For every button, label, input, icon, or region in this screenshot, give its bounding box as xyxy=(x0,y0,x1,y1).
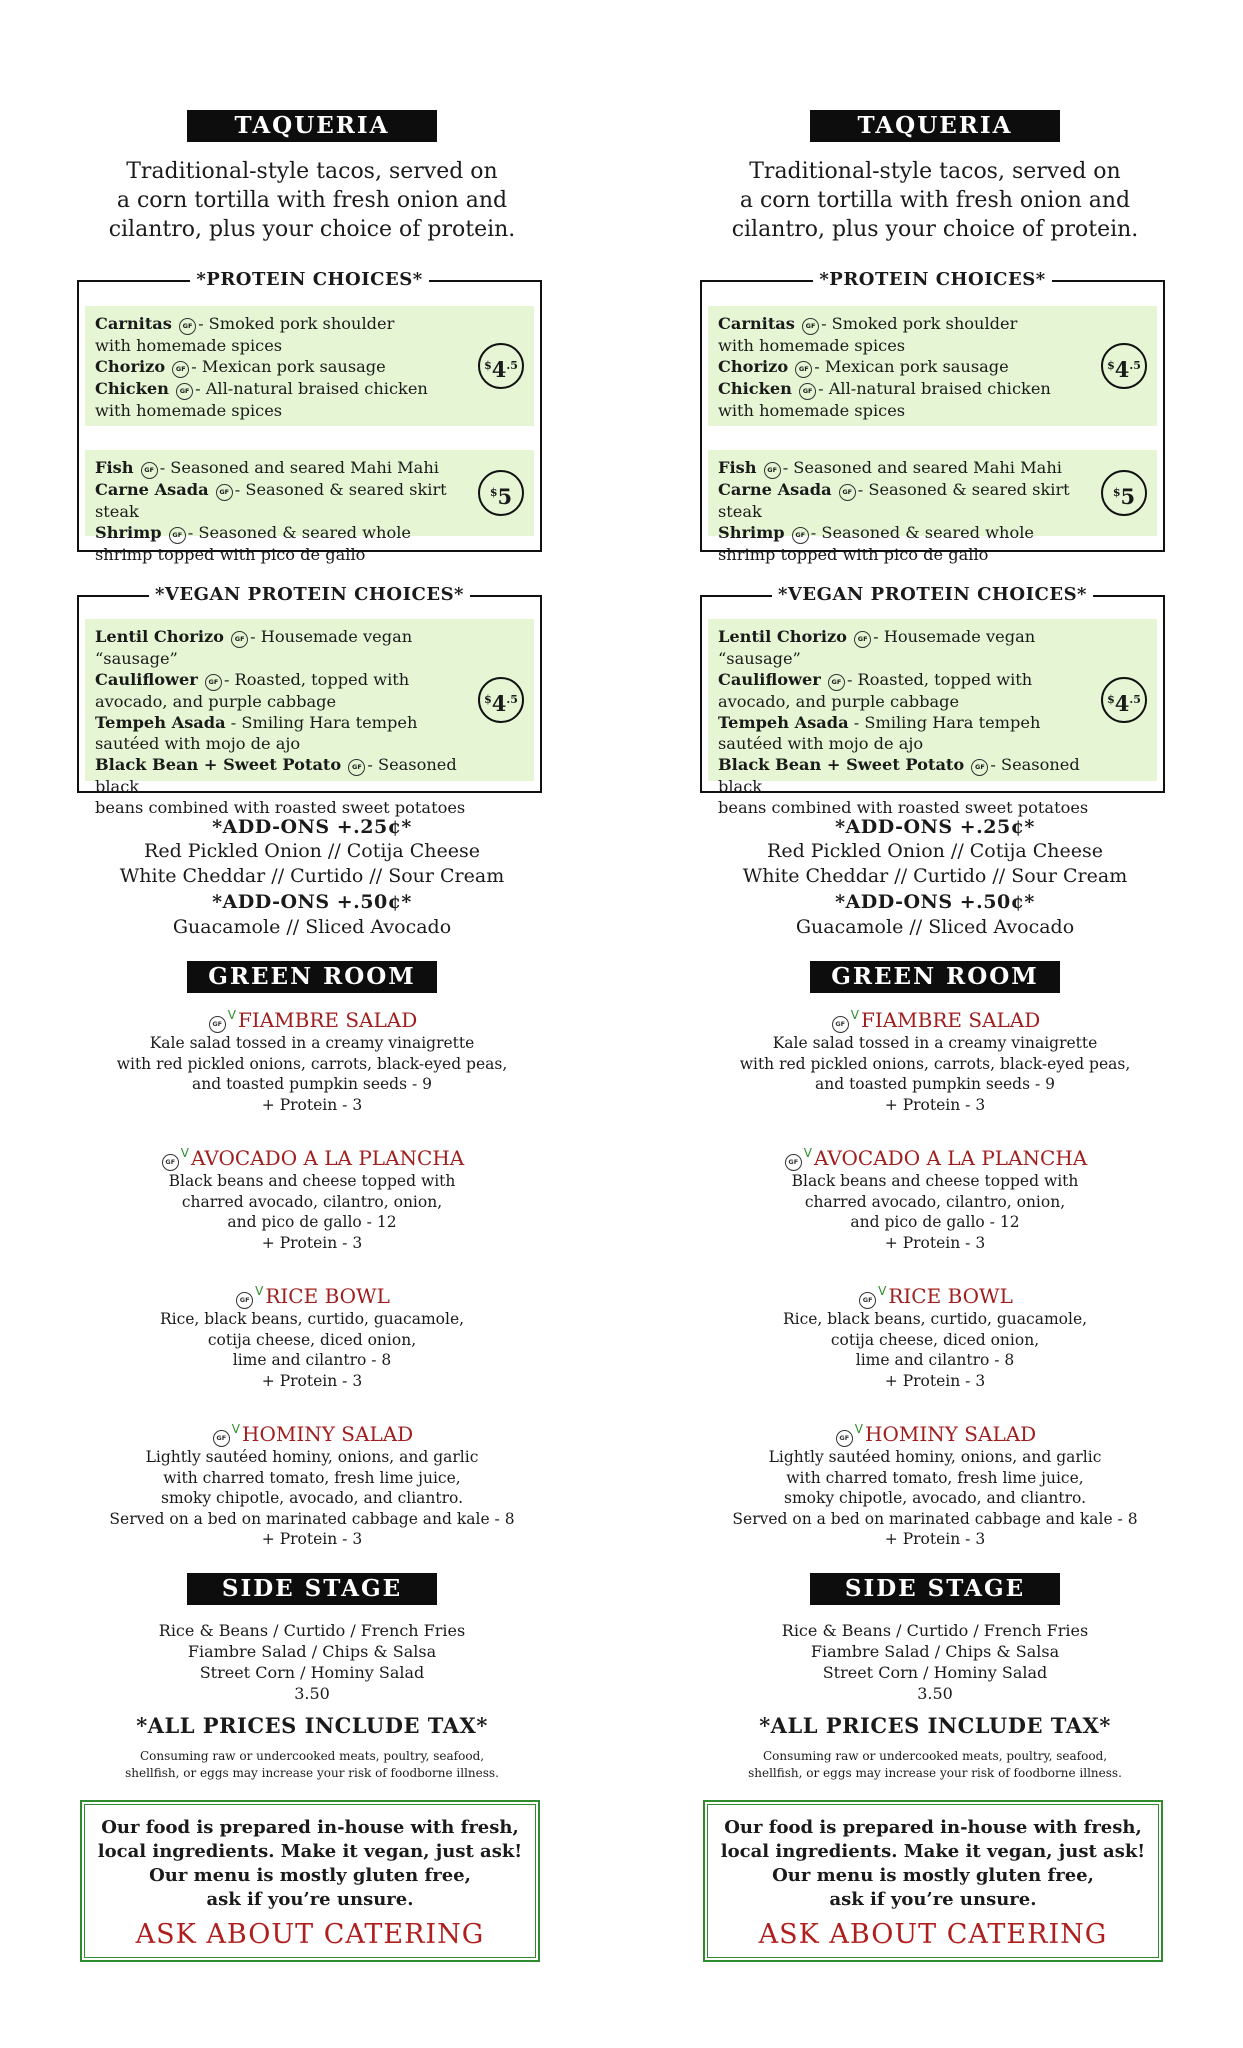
gluten-free-icon: GF xyxy=(231,631,248,648)
protein-line xyxy=(95,754,480,797)
protein-line xyxy=(718,754,1103,797)
catering-link[interactable]: ASK ABOUT CATERING xyxy=(758,1919,1108,1950)
dish-description-line: + Protein - 3 xyxy=(884,1095,986,1114)
protein-line xyxy=(95,356,480,378)
dish-description xyxy=(695,1309,1175,1391)
protein-description: avocado, and purple cabbage xyxy=(95,692,337,711)
protein-line xyxy=(718,479,1103,522)
side-line: Street Corn / Hominy Salad xyxy=(199,1663,425,1682)
dish-description xyxy=(72,1309,552,1391)
dish-name: RICE BOWL xyxy=(888,1284,1013,1308)
dish-description xyxy=(72,1447,552,1550)
protein-description: - Smoked pork shoulder xyxy=(821,314,1018,333)
protein-description: - Smiling Hara tempeh xyxy=(230,713,418,732)
protein-description: - Housemade vegan “sausage” xyxy=(718,627,1036,668)
vegan-icon: V xyxy=(255,1284,264,1298)
protein-description: - Smoked pork shoulder xyxy=(198,314,395,333)
dish-description xyxy=(695,1171,1175,1253)
dish-title xyxy=(72,1284,552,1309)
price-badge: $5 xyxy=(1101,470,1147,516)
dish-description-line: + Protein - 3 xyxy=(884,1371,986,1390)
dish-name: FIAMBRE SALAD xyxy=(237,1008,418,1032)
protein-description: - Housemade vegan “sausage” xyxy=(95,627,413,668)
addons-heading: *ADD-ONS +.50¢* xyxy=(835,891,1035,913)
taqueria-banner: TAQUERIA xyxy=(810,110,1060,142)
price-badge: $5 xyxy=(478,470,524,516)
protein-description: avocado, and purple cabbage xyxy=(718,692,960,711)
dish xyxy=(72,1422,552,1550)
dish-description-line: + Protein - 3 xyxy=(884,1530,986,1548)
gluten-free-icon: GF xyxy=(832,1016,849,1033)
protein-name: Lentil Chorizo xyxy=(95,627,224,646)
protein-description: - Seasoned black xyxy=(718,755,1080,796)
gluten-free-icon: GF xyxy=(213,1430,230,1447)
gluten-free-icon: GF xyxy=(792,527,809,544)
footer-message xyxy=(82,1816,538,1912)
intro-line: a corn tortilla with fresh onion and xyxy=(116,188,508,213)
footer-line: local ingredients. Make it vegan, just ask! xyxy=(97,1841,523,1862)
footer-line: Our food is prepared in-house with fresh, xyxy=(724,1817,1142,1838)
gluten-free-icon: GF xyxy=(141,462,158,479)
protein-name: Carnitas xyxy=(95,314,172,333)
dish-description-line: smoky chipotle, avocado, and cliantro. xyxy=(783,1489,1087,1507)
protein-description: with homemade spices xyxy=(718,401,906,420)
green-room-banner: GREEN ROOM xyxy=(810,961,1060,993)
side-line: Fiambre Salad / Chips & Salsa xyxy=(810,1642,1060,1661)
dish-name: AVOCADO A LA PLANCHA xyxy=(190,1146,465,1170)
protein-line xyxy=(718,400,1103,421)
protein-line xyxy=(718,544,1103,565)
protein-description: with homemade spices xyxy=(718,336,906,355)
gluten-free-icon: GF xyxy=(764,462,781,479)
vegan-group xyxy=(85,619,534,817)
gluten-free-icon: GF xyxy=(802,318,819,335)
protein-choices-box xyxy=(700,269,1165,564)
dish-name: FIAMBRE SALAD xyxy=(860,1008,1041,1032)
protein-group xyxy=(85,450,534,564)
menu-page-right xyxy=(695,0,1175,2048)
protein-line xyxy=(718,733,1103,754)
gluten-free-icon: GF xyxy=(205,674,222,691)
protein-line xyxy=(95,457,480,479)
addons-line: Red Pickled Onion // Cotija Cheese xyxy=(144,840,480,862)
dish-description-line: lime and cilantro - 8 xyxy=(232,1351,392,1369)
gluten-free-icon: GF xyxy=(348,759,365,776)
protein-description: shrimp topped with pico de gallo xyxy=(95,545,366,564)
dish-description-line: + Protein - 3 xyxy=(261,1095,363,1114)
protein-description: - All-natural braised chicken xyxy=(818,379,1051,398)
intro-line: cilantro, plus your choice of protein. xyxy=(108,217,516,242)
dish xyxy=(72,1008,552,1115)
dish-description-line: + Protein - 3 xyxy=(261,1530,363,1548)
protein-name: Chorizo xyxy=(95,357,166,376)
dish-description-line: and pico de gallo - 12 xyxy=(227,1213,397,1231)
gluten-free-icon: GF xyxy=(854,631,871,648)
footer-line: ask if you’re unsure. xyxy=(206,1889,414,1910)
dish-description-line: Rice, black beans, curtido, guacamole, xyxy=(159,1310,465,1328)
protein-line xyxy=(95,712,480,733)
gluten-free-icon: GF xyxy=(162,1154,179,1171)
dish-description-line: and toasted pumpkin seeds - 9 xyxy=(815,1075,1055,1093)
dish-title xyxy=(72,1146,552,1171)
vegan-icon: V xyxy=(180,1146,189,1160)
dish xyxy=(72,1284,552,1391)
dish-description-line: Black beans and cheese topped with xyxy=(168,1172,456,1190)
protein-line xyxy=(95,378,480,400)
dish-description-line: Served on a bed on marinated cabbage and kale - 8 xyxy=(732,1509,1138,1528)
footer-message xyxy=(705,1816,1161,1912)
protein-description: - Mexican pork sausage xyxy=(191,357,386,376)
protein-description: - Seasoned & seared whole xyxy=(810,523,1034,542)
intro-line: Traditional-style tacos, served on xyxy=(749,159,1121,184)
protein-description: - Seasoned and seared Mahi Mahi xyxy=(782,458,1062,477)
protein-name: Lentil Chorizo xyxy=(718,627,847,646)
protein-line xyxy=(95,733,480,754)
dish-description-line: Lightly sautéed hominy, onions, and garlic xyxy=(145,1448,479,1466)
dish-description-line: and toasted pumpkin seeds - 9 xyxy=(192,1075,432,1093)
addons-line: Guacamole // Sliced Avocado xyxy=(172,916,452,938)
protein-name: Carne Asada xyxy=(718,480,832,499)
side-line: Street Corn / Hominy Salad xyxy=(822,1663,1048,1682)
protein-group xyxy=(85,306,534,426)
protein-name: Cauliflower xyxy=(95,670,198,689)
protein-line xyxy=(718,335,1103,356)
gluten-free-icon: GF xyxy=(828,674,845,691)
protein-description: shrimp topped with pico de gallo xyxy=(718,545,989,564)
dish-description xyxy=(72,1171,552,1253)
gluten-free-icon: GF xyxy=(236,1292,253,1309)
protein-name: Carne Asada xyxy=(95,480,209,499)
protein-line xyxy=(718,457,1103,479)
dish xyxy=(72,1146,552,1253)
protein-name: Fish xyxy=(95,458,134,477)
warning-line: shellfish, or eggs may increase your risk of foodborne illness. xyxy=(125,1766,499,1780)
footer-line: local ingredients. Make it vegan, just ask! xyxy=(720,1841,1146,1862)
taqueria-banner: TAQUERIA xyxy=(187,110,437,142)
gluten-free-icon: GF xyxy=(179,318,196,335)
price-badge: $^{\$}4^{.5}$ xyxy=(1101,343,1147,389)
protein-description: - Seasoned & seared skirt steak xyxy=(95,480,447,521)
protein-description: with homemade spices xyxy=(95,336,283,355)
protein-description: sautéed with mojo de ajo xyxy=(718,734,924,753)
dish xyxy=(695,1284,1175,1391)
dish xyxy=(695,1008,1175,1115)
side-line: Rice & Beans / Curtido / French Fries xyxy=(781,1621,1089,1640)
gluten-free-icon: GF xyxy=(172,361,189,378)
protein-name: Shrimp xyxy=(95,523,162,542)
protein-name: Black Bean + Sweet Potato xyxy=(718,755,965,774)
intro-line: Traditional-style tacos, served on xyxy=(126,159,498,184)
protein-choices-box xyxy=(77,269,542,564)
dish-description-line: smoky chipotle, avocado, and cliantro. xyxy=(160,1489,464,1507)
protein-description: - Seasoned & seared whole xyxy=(187,523,411,542)
vegan-choices-box xyxy=(77,584,542,817)
protein-name: Chorizo xyxy=(718,357,789,376)
protein-name: Fish xyxy=(718,458,757,477)
dish-description-line: + Protein - 3 xyxy=(261,1371,363,1390)
side-stage-banner: SIDE STAGE xyxy=(187,1573,437,1605)
gluten-free-icon: GF xyxy=(859,1292,876,1309)
footer-line: Our menu is mostly gluten free, xyxy=(149,1865,471,1886)
protein-name: Black Bean + Sweet Potato xyxy=(95,755,342,774)
protein-line xyxy=(718,691,1103,712)
side-line: Fiambre Salad / Chips & Salsa xyxy=(187,1642,437,1661)
protein-line xyxy=(718,378,1103,400)
protein-name: Chicken xyxy=(718,379,792,398)
dish-title xyxy=(695,1284,1175,1309)
tax-note: *ALL PRICES INCLUDE TAX* xyxy=(759,1713,1111,1738)
protein-name: Shrimp xyxy=(718,523,785,542)
taqueria-intro xyxy=(695,157,1175,244)
dish-description xyxy=(695,1447,1175,1550)
vegan-icon: V xyxy=(227,1008,236,1022)
dish xyxy=(695,1422,1175,1550)
protein-description: - Roasted, topped with xyxy=(846,670,1033,689)
gluten-free-icon: GF xyxy=(799,383,816,400)
protein-name: Carnitas xyxy=(718,314,795,333)
green-room-banner: GREEN ROOM xyxy=(187,961,437,993)
dish-name: RICE BOWL xyxy=(265,1284,390,1308)
protein-name: Chicken xyxy=(95,379,169,398)
protein-line xyxy=(718,356,1103,378)
footer-line: Our food is prepared in-house with fresh, xyxy=(101,1817,519,1838)
gluten-free-icon: GF xyxy=(795,361,812,378)
protein-line xyxy=(718,626,1103,669)
gluten-free-icon: GF xyxy=(176,383,193,400)
warning-line: shellfish, or eggs may increase your risk of foodborne illness. xyxy=(748,1766,1122,1780)
price-badge: $^{\$}4^{.5}$ xyxy=(478,677,524,723)
protein-description: - All-natural braised chicken xyxy=(195,379,428,398)
dish-description-line: + Protein - 3 xyxy=(884,1233,986,1252)
protein-description: - Roasted, topped with xyxy=(223,670,410,689)
addons-line: Guacamole // Sliced Avocado xyxy=(795,916,1075,938)
protein-line xyxy=(95,335,480,356)
dish-description-line: with charred tomato, fresh lime juice, xyxy=(163,1468,461,1487)
gluten-free-icon: GF xyxy=(216,484,233,501)
protein-line xyxy=(95,626,480,669)
addons-heading: *ADD-ONS +.50¢* xyxy=(212,891,412,913)
protein-name: Cauliflower xyxy=(718,670,821,689)
dish-description-line: and pico de gallo - 12 xyxy=(850,1213,1020,1231)
vegan-icon: V xyxy=(231,1422,241,1436)
protein-description: - Smiling Hara tempeh xyxy=(853,713,1041,732)
dish-description-line: + Protein - 3 xyxy=(261,1233,363,1252)
dish-description-line: cotija cheese, diced onion, xyxy=(830,1330,1040,1349)
addons-line: White Cheddar // Curtido // Sour Cream xyxy=(119,865,505,887)
dish xyxy=(695,1146,1175,1253)
side-price: 3.50 xyxy=(294,1684,330,1703)
dish-description-line: Rice, black beans, curtido, guacamole, xyxy=(782,1310,1088,1328)
protein-description: - Seasoned & seared skirt steak xyxy=(718,480,1070,521)
protein-line xyxy=(95,479,480,522)
protein-line xyxy=(95,544,480,565)
dish-description-line: Kale salad tossed in a creamy vinaigrette xyxy=(149,1034,475,1052)
dish-description-line: Served on a bed on marinated cabbage and kale - 8 xyxy=(109,1509,515,1528)
gluten-free-icon: GF xyxy=(785,1154,802,1171)
protein-line xyxy=(95,313,480,335)
dish-description-line: Black beans and cheese topped with xyxy=(791,1172,1079,1190)
dish-description-line: Kale salad tossed in a creamy vinaigrette xyxy=(772,1034,1098,1052)
protein-name: Tempeh Asada xyxy=(95,713,226,732)
protein-name: Tempeh Asada xyxy=(718,713,849,732)
gluten-free-icon: GF xyxy=(209,1016,226,1033)
addons-heading: *ADD-ONS +.25¢* xyxy=(835,816,1035,838)
vegan-group xyxy=(708,619,1157,817)
protein-description: beans combined with roasted sweet potatoes xyxy=(718,798,1089,817)
dish-title xyxy=(695,1008,1175,1033)
side-line: Rice & Beans / Curtido / French Fries xyxy=(158,1621,466,1640)
protein-description: sautéed with mojo de ajo xyxy=(95,734,301,753)
dish-description-line: with charred tomato, fresh lime juice, xyxy=(786,1468,1084,1487)
vegan-icon: V xyxy=(854,1422,864,1436)
protein-group xyxy=(708,450,1157,564)
gluten-free-icon: GF xyxy=(971,759,988,776)
protein-line xyxy=(95,669,480,691)
protein-line xyxy=(95,691,480,712)
tax-note: *ALL PRICES INCLUDE TAX* xyxy=(136,1713,488,1738)
food-warning xyxy=(695,1748,1175,1782)
protein-line xyxy=(95,400,480,421)
price-badge: $^{\$}4^{.5}$ xyxy=(1101,677,1147,723)
warning-line: Consuming raw or undercooked meats, poultry, seafood, xyxy=(139,1749,485,1763)
vegan-choices-title: *VEGAN PROTEIN CHOICES* xyxy=(149,584,470,605)
protein-description: with homemade spices xyxy=(95,401,283,420)
dish-description xyxy=(72,1033,552,1115)
menu-page-left xyxy=(72,0,552,2048)
addons-line: Red Pickled Onion // Cotija Cheese xyxy=(767,840,1103,862)
dish-description-line: charred avocado, cilantro, onion, xyxy=(181,1192,443,1211)
intro-line: a corn tortilla with fresh onion and xyxy=(739,188,1131,213)
protein-group xyxy=(708,306,1157,426)
side-price: 3.50 xyxy=(917,1684,953,1703)
gluten-free-icon: GF xyxy=(169,527,186,544)
addons-heading: *ADD-ONS +.25¢* xyxy=(212,816,412,838)
taqueria-intro xyxy=(72,157,552,244)
protein-line xyxy=(718,712,1103,733)
protein-choices-title: *PROTEIN CHOICES* xyxy=(813,269,1051,290)
dish-title xyxy=(72,1422,552,1447)
protein-line xyxy=(718,313,1103,335)
intro-line: cilantro, plus your choice of protein. xyxy=(731,217,1139,242)
protein-choices-title: *PROTEIN CHOICES* xyxy=(190,269,428,290)
gluten-free-icon: GF xyxy=(836,1430,853,1447)
dish-description-line: with red pickled onions, carrots, black-eyed peas, xyxy=(739,1054,1131,1073)
footer-line: Our menu is mostly gluten free, xyxy=(772,1865,1094,1886)
addons xyxy=(72,815,552,940)
dish-title xyxy=(72,1008,552,1033)
catering-link[interactable]: ASK ABOUT CATERING xyxy=(135,1919,485,1950)
dish-name: HOMINY SALAD xyxy=(242,1422,414,1446)
protein-description: beans combined with roasted sweet potatoes xyxy=(95,798,466,817)
side-stage-list xyxy=(72,1620,552,1704)
dish-description-line: charred avocado, cilantro, onion, xyxy=(804,1192,1066,1211)
vegan-icon: V xyxy=(878,1284,887,1298)
vegan-icon: V xyxy=(850,1008,859,1022)
dish-name: AVOCADO A LA PLANCHA xyxy=(813,1146,1088,1170)
protein-description: - Seasoned and seared Mahi Mahi xyxy=(159,458,439,477)
footer-line: ask if you’re unsure. xyxy=(829,1889,1037,1910)
dish-description-line: Lightly sautéed hominy, onions, and garlic xyxy=(768,1448,1102,1466)
protein-line xyxy=(718,669,1103,691)
side-stage-banner: SIDE STAGE xyxy=(810,1573,1060,1605)
dish-title xyxy=(695,1146,1175,1171)
vegan-choices-box xyxy=(700,584,1165,817)
dish-description xyxy=(695,1033,1175,1115)
gluten-free-icon: GF xyxy=(839,484,856,501)
dish-title xyxy=(695,1422,1175,1447)
side-stage-list xyxy=(695,1620,1175,1704)
protein-line xyxy=(718,522,1103,544)
vegan-choices-title: *VEGAN PROTEIN CHOICES* xyxy=(772,584,1093,605)
warning-line: Consuming raw or undercooked meats, poultry, seafood, xyxy=(762,1749,1108,1763)
food-warning xyxy=(72,1748,552,1782)
price-badge: $^{\$}4^{.5}$ xyxy=(478,343,524,389)
addons xyxy=(695,815,1175,940)
dish-description-line: cotija cheese, diced onion, xyxy=(207,1330,417,1349)
vegan-icon: V xyxy=(803,1146,812,1160)
addons-line: White Cheddar // Curtido // Sour Cream xyxy=(742,865,1128,887)
footer-box xyxy=(703,1800,1163,1962)
protein-description: - Seasoned black xyxy=(95,755,457,796)
footer-box xyxy=(80,1800,540,1962)
protein-line xyxy=(95,522,480,544)
dish-name: HOMINY SALAD xyxy=(865,1422,1037,1446)
dish-description-line: with red pickled onions, carrots, black-eyed peas, xyxy=(116,1054,508,1073)
dish-description-line: lime and cilantro - 8 xyxy=(855,1351,1015,1369)
protein-description: - Mexican pork sausage xyxy=(814,357,1009,376)
